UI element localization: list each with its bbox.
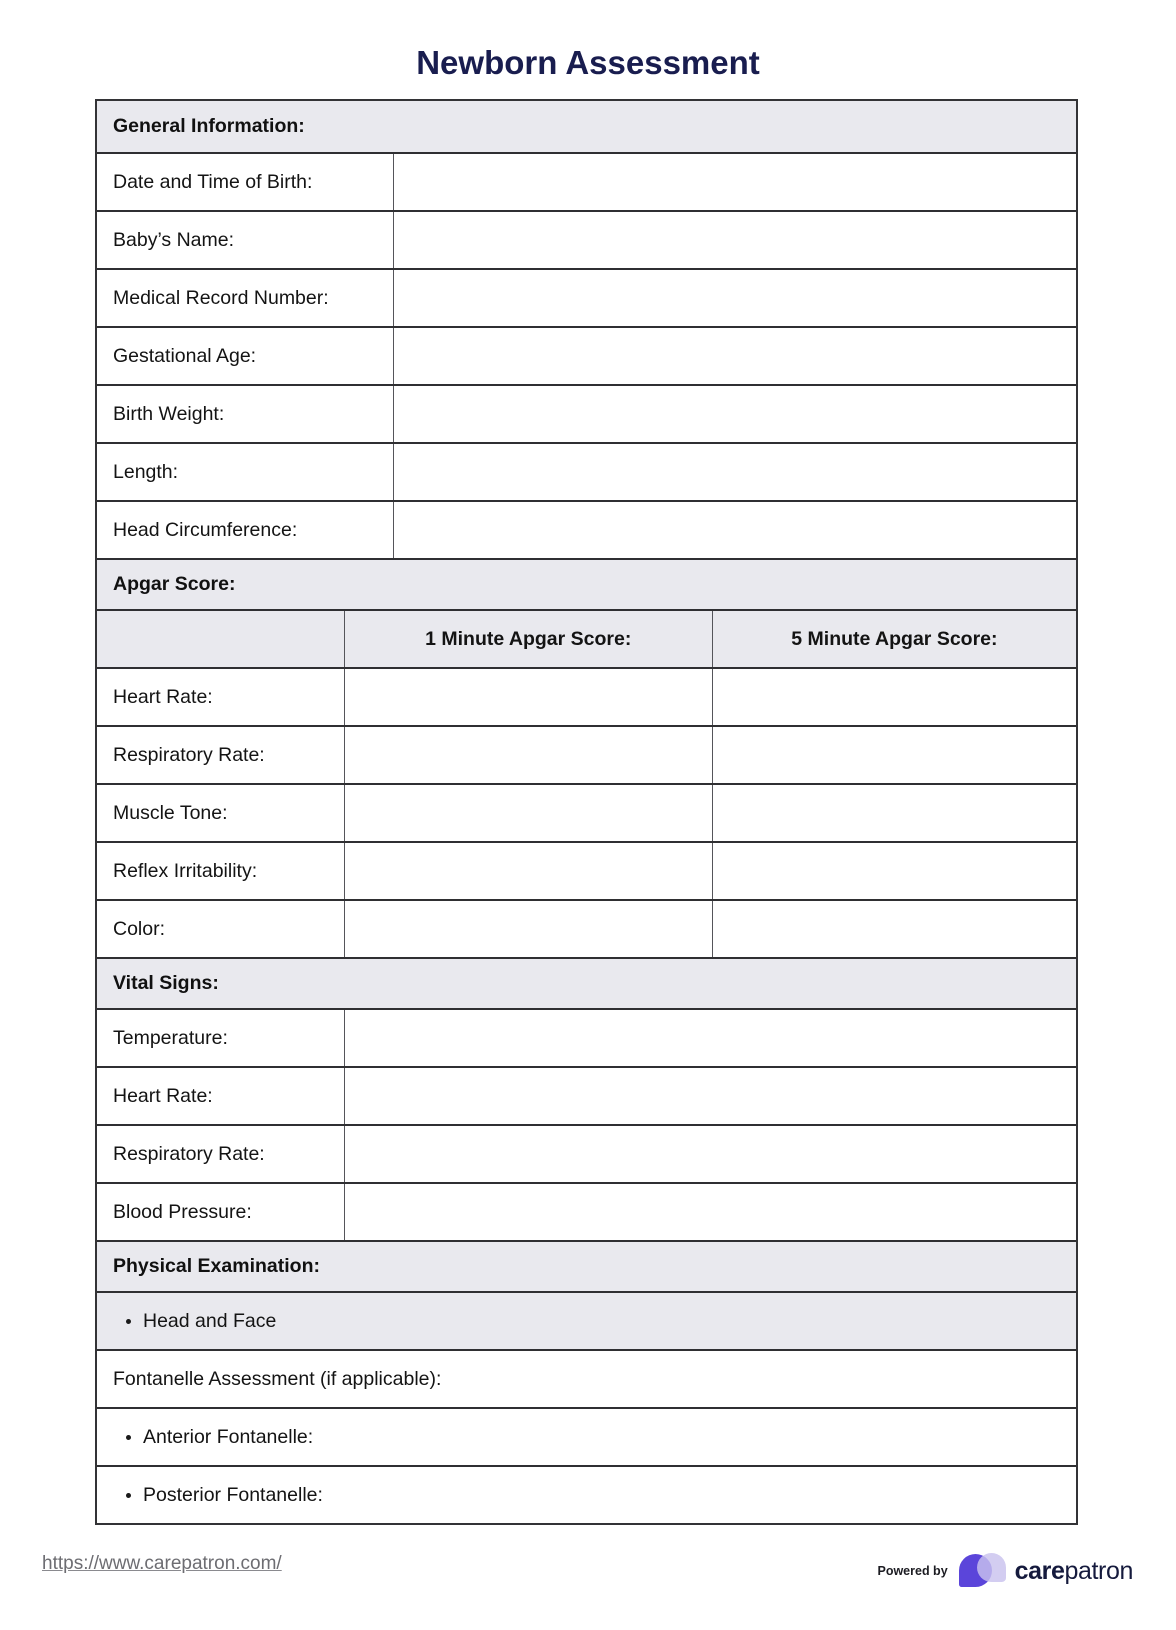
- table-row: [97, 725, 1076, 783]
- field-label: [97, 212, 393, 268]
- newborn-assessment-table: [95, 99, 1078, 1525]
- field-label: [97, 1351, 1076, 1407]
- apgar-5-minute-value-cell[interactable]: [712, 843, 1076, 899]
- field-value-cell[interactable]: [393, 328, 1076, 384]
- field-label-text: Anterior Fontanelle:: [143, 1425, 314, 1448]
- section-header-physical-examination: [97, 1240, 1076, 1291]
- bullet-field-label: [97, 1467, 1076, 1523]
- field-label: [97, 444, 393, 500]
- field-value-cell[interactable]: [344, 1068, 1076, 1124]
- table-row: [97, 899, 1076, 957]
- column-header-text: 5 Minute Apgar Score:: [791, 627, 998, 650]
- apgar-1-minute-value-cell[interactable]: [344, 669, 712, 725]
- field-label: [97, 328, 393, 384]
- field-label: [97, 785, 344, 841]
- fontanelle-assessment-row: [97, 1349, 1076, 1407]
- section-header-apgar-score: [97, 558, 1076, 609]
- subsection-label-text: Head and Face: [143, 1309, 277, 1332]
- field-label: [97, 270, 393, 326]
- carepatron-logo-icon: [959, 1553, 1007, 1589]
- apgar-5-minute-value-cell[interactable]: [712, 727, 1076, 783]
- field-value-cell[interactable]: [393, 386, 1076, 442]
- field-label-text: Respiratory Rate:: [113, 743, 265, 766]
- vital-signs-rows: [97, 1008, 1076, 1240]
- apgar-5-minute-value-cell[interactable]: [712, 669, 1076, 725]
- field-label-text: Head Circumference:: [113, 518, 298, 541]
- field-label-text: Gestational Age:: [113, 344, 257, 367]
- apgar-1-minute-value-cell[interactable]: [344, 901, 712, 957]
- field-label: [97, 502, 393, 558]
- table-row: [97, 1465, 1076, 1523]
- field-label: [97, 669, 344, 725]
- section-header-general-information: [97, 101, 1076, 152]
- field-label: [97, 901, 344, 957]
- section-header-label: Apgar Score:: [113, 573, 236, 595]
- field-label-text: Birth Weight:: [113, 402, 225, 425]
- table-row: [97, 1124, 1076, 1182]
- logo-bubble-light: [977, 1553, 1006, 1582]
- field-label: [97, 843, 344, 899]
- field-label-text: Length:: [113, 460, 179, 483]
- table-row: [97, 667, 1076, 725]
- apgar-5-minute-value-cell[interactable]: [712, 901, 1076, 957]
- apgar-5-minute-column-header: [712, 611, 1076, 667]
- field-value-cell[interactable]: [393, 444, 1076, 500]
- section-header-label: Physical Examination:: [113, 1255, 320, 1277]
- field-label-text: Fontanelle Assessment (if applicable):: [113, 1367, 442, 1390]
- page-title: Newborn Assessment: [416, 44, 760, 81]
- section-header-vital-signs: [97, 957, 1076, 1008]
- table-row: [97, 1182, 1076, 1240]
- general-information-rows: [97, 152, 1076, 558]
- field-label: [97, 154, 393, 210]
- field-label: [97, 1010, 344, 1066]
- field-label: [97, 1184, 344, 1240]
- wordmark-care: care: [1014, 1556, 1065, 1585]
- table-row: [97, 841, 1076, 899]
- apgar-1-minute-value-cell[interactable]: [344, 843, 712, 899]
- field-label: [97, 727, 344, 783]
- field-label: [97, 386, 393, 442]
- column-header-text: 1 Minute Apgar Score:: [425, 627, 632, 650]
- carepatron-website-link[interactable]: https://www.carepatron.com/: [42, 1553, 282, 1574]
- apgar-column-header-row: [97, 609, 1076, 667]
- powered-by-label: Powered by: [877, 1564, 948, 1578]
- field-label-text: Heart Rate:: [113, 685, 213, 708]
- table-row: [97, 384, 1076, 442]
- table-row: [97, 1407, 1076, 1465]
- table-row: [97, 1008, 1076, 1066]
- field-value-cell[interactable]: [393, 212, 1076, 268]
- fontanelle-bullet-rows: [97, 1407, 1076, 1523]
- table-row: [97, 500, 1076, 558]
- field-label-text: Temperature:: [113, 1026, 228, 1049]
- field-value-cell[interactable]: [393, 154, 1076, 210]
- section-header-label: General Information:: [113, 115, 305, 137]
- field-label-text: Baby’s Name:: [113, 228, 235, 251]
- table-row: [97, 1066, 1076, 1124]
- field-label-text: Date and Time of Birth:: [113, 170, 313, 193]
- field-value-cell[interactable]: [344, 1184, 1076, 1240]
- subsection-label: [97, 1293, 1076, 1349]
- powered-by-badge: [877, 1550, 1133, 1592]
- apgar-1-minute-value-cell[interactable]: [344, 785, 712, 841]
- field-label-text: Posterior Fontanelle:: [143, 1483, 323, 1506]
- field-value-cell[interactable]: [344, 1010, 1076, 1066]
- subsection-row-head-and-face: [97, 1291, 1076, 1349]
- section-header-label: Vital Signs:: [113, 972, 219, 994]
- field-value-cell[interactable]: [393, 270, 1076, 326]
- table-row: [97, 152, 1076, 210]
- bullet-field-label: [97, 1409, 1076, 1465]
- field-label-text: Muscle Tone:: [113, 801, 228, 824]
- field-label: [97, 1126, 344, 1182]
- apgar-5-minute-value-cell[interactable]: [712, 785, 1076, 841]
- field-label-text: Respiratory Rate:: [113, 1142, 265, 1165]
- table-row: [97, 783, 1076, 841]
- bullet-icon: [126, 1319, 131, 1324]
- field-value-cell[interactable]: [393, 502, 1076, 558]
- field-value-cell[interactable]: [344, 1126, 1076, 1182]
- table-row: [97, 326, 1076, 384]
- field-label-text: Medical Record Number:: [113, 286, 329, 309]
- field-label-text: Color:: [113, 917, 166, 940]
- apgar-1-minute-value-cell[interactable]: [344, 727, 712, 783]
- field-label-text: Heart Rate:: [113, 1084, 213, 1107]
- bullet-icon: [126, 1435, 131, 1440]
- field-label: [97, 1068, 344, 1124]
- field-label-text: Reflex Irritability:: [113, 859, 258, 882]
- apgar-empty-corner-cell: [97, 611, 344, 667]
- apgar-1-minute-column-header: [344, 611, 712, 667]
- table-row: [97, 268, 1076, 326]
- carepatron-wordmark: [1015, 1557, 1133, 1586]
- field-label-text: Blood Pressure:: [113, 1200, 252, 1223]
- wordmark-patron: patron: [1064, 1556, 1133, 1585]
- table-row: [97, 210, 1076, 268]
- table-row: [97, 442, 1076, 500]
- apgar-score-rows: [97, 667, 1076, 957]
- bullet-icon: [126, 1493, 131, 1498]
